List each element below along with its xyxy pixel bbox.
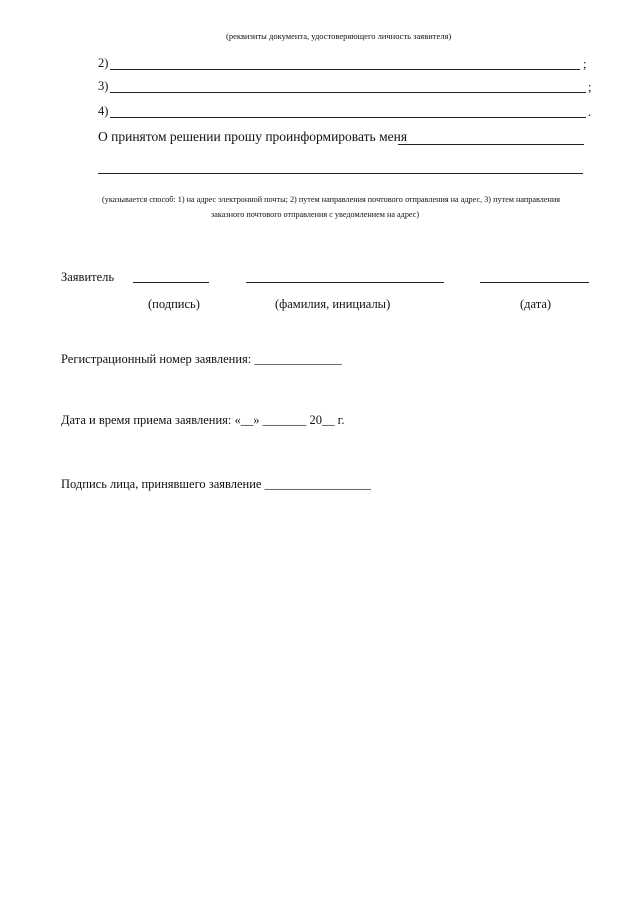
reception-datetime-label: Дата и время приема заявления: «__» _______ 20__ г. <box>61 413 345 427</box>
item-4-end: . <box>588 105 592 119</box>
item-3-end: ; <box>588 80 592 94</box>
method-note-line-1: (указывается способ: 1) на адрес электронной почты; 2) путем направления почтового отправления на адрес, 3) путем направления <box>102 195 561 204</box>
registration-number-label: Регистрационный номер заявления: ______________ <box>61 352 342 366</box>
method-note-line-2: заказного почтового отправления с уведомлением на адрес) <box>211 210 420 219</box>
inform-request-text: О принятом решении прошу проинформировать меня <box>98 129 408 144</box>
item-2-number: 2) <box>98 56 109 70</box>
date-caption: (дата) <box>520 297 552 311</box>
item-3-line <box>110 92 586 93</box>
applicant-label: Заявитель <box>61 270 115 284</box>
name-caption: (фамилия, инициалы) <box>275 297 391 311</box>
inform-method-line-2 <box>98 173 583 174</box>
date-line <box>480 282 589 283</box>
signature-caption: (подпись) <box>148 297 200 311</box>
item-4-number: 4) <box>98 104 109 118</box>
receiver-signature-label: Подпись лица, принявшего заявление _________________ <box>61 477 371 491</box>
inform-method-line <box>398 144 584 145</box>
item-4-line <box>110 117 586 118</box>
signature-line <box>133 282 209 283</box>
identity-document-note: (реквизиты документа, удостоверяющего личность заявителя) <box>226 31 452 41</box>
item-2-line <box>110 69 580 70</box>
item-3-number: 3) <box>98 79 109 93</box>
item-2-end: ; <box>583 57 587 71</box>
name-line <box>246 282 444 283</box>
